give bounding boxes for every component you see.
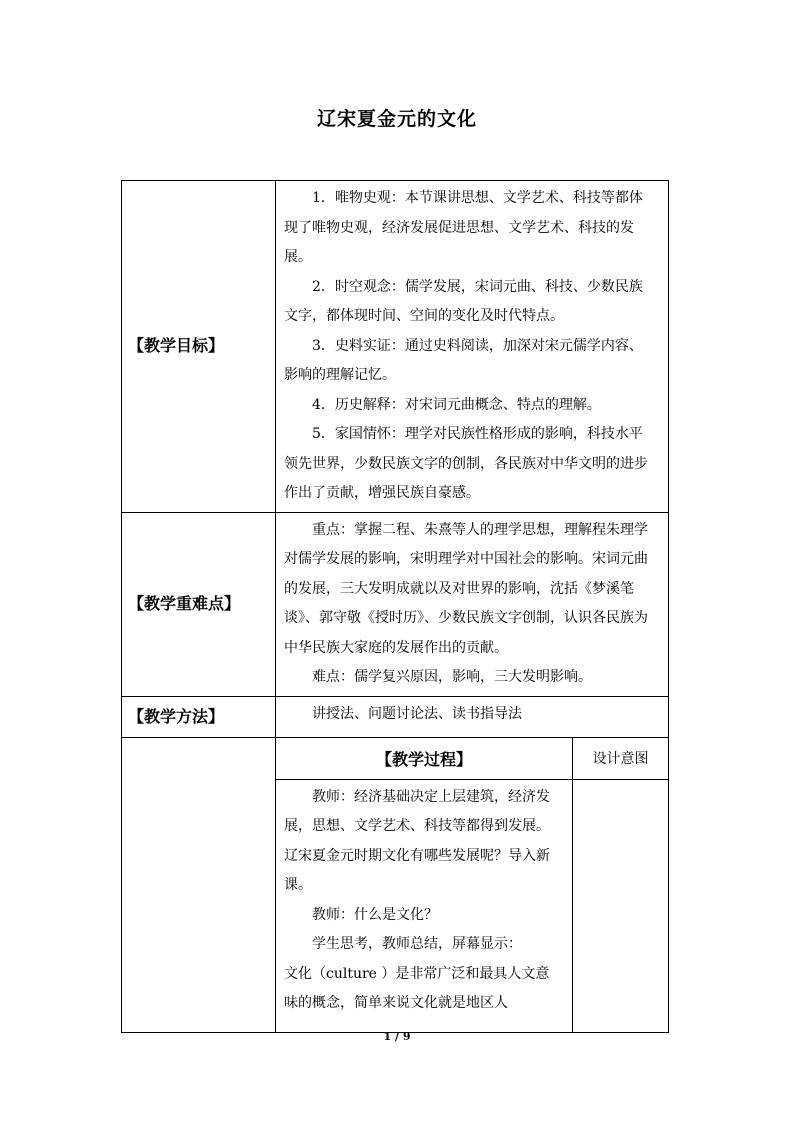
- process-header: 【教学过程】: [276, 738, 573, 780]
- difficulty-text: 难点：儒学复兴原因，影响，三大发明影响。: [312, 669, 592, 685]
- methods-text: 讲授法、问题讨论法、读书指导法: [312, 705, 522, 722]
- design-intent-body: [573, 779, 669, 1032]
- process-cell: [276, 737, 669, 1032]
- key-points-label: 【教学重难点】: [122, 512, 276, 696]
- objectives-content: [276, 181, 669, 513]
- process-body: [276, 779, 573, 1032]
- design-intent-header: 设计意图: [573, 738, 669, 780]
- objective-item: 4．历史解释：对宋词元曲概念、特点的理解。: [312, 396, 601, 413]
- objective-item: 2．时空观念：儒学发展，宋词元曲、科技、少数民族文字，都体现时间、空间的变化及时代特点。: [284, 278, 643, 324]
- methods-content: [276, 696, 669, 737]
- process-table: [276, 738, 668, 1032]
- document-title: 辽宋夏金元的文化: [316, 108, 477, 130]
- culture-definition: 文化（culture ）是非常广泛和最具人文意味的概念，简单来说文化就是地区人: [284, 965, 550, 1011]
- lesson-plan-table: [121, 180, 669, 1033]
- objective-item: 1．唯物史观：本节课讲思想、文学艺术、科技等都体现了唯物史观，经济发展促进思想、文学艺术、科技的发展。: [284, 190, 643, 265]
- objectives-label: 【教学目标】: [122, 181, 276, 513]
- objective-item: 3．史料实证：通过史料阅读，加深对宋元儒学内容、影响的理解记忆。: [284, 337, 643, 383]
- methods-label: 【教学方法】: [122, 696, 276, 737]
- process-paragraph: 教师：什么是文化？: [312, 906, 438, 923]
- objective-item: 5．家国情怀：理学对民族性格形成的影响，科技水平领先世界，少数民族文字的创制，各民族对中华文明的进步作出了贡献，增强民族自豪感。: [284, 426, 648, 501]
- key-points-row: [122, 512, 669, 696]
- methods-row: [122, 696, 669, 737]
- process-paragraph: 学生思考，教师总结，屏幕显示：: [312, 936, 522, 952]
- objectives-row: [122, 181, 669, 513]
- page-number: 1 / 9: [383, 1030, 411, 1043]
- key-points-content: [276, 512, 669, 696]
- process-empty-label: [122, 737, 276, 1032]
- emphasis-text: 重点：掌握二程、朱熹等人的理学思想，理解程朱理学对儒学发展的影响，宋明理学对中国社会的影响。宋词元曲的发展，三大发明成就以及对世界的影响，沈括《梦溪笔谈》、郭守敬《授时历》、少数民族文字创制，认识各民族为中华民族大家庭的发展作出的贡献。: [284, 521, 648, 656]
- process-row: [122, 737, 669, 1032]
- process-paragraph: 教师：经济基础决定上层建筑，经济发展，思想、文学艺术、科技等都得到发展。辽宋夏金元时期文化有哪些发展呢？导入新课。: [284, 788, 550, 893]
